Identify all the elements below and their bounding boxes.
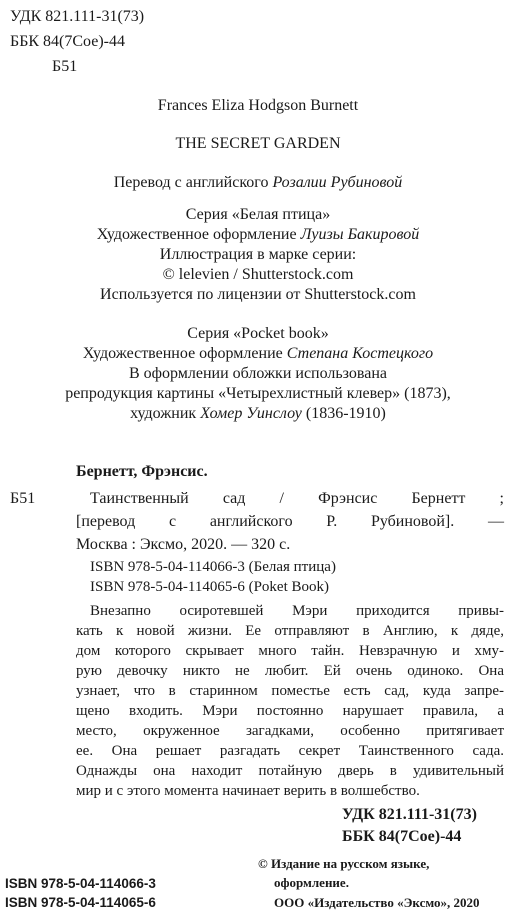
- annotation-line: узнает, что в старинном поместье есть сад, куда запре-: [76, 683, 504, 699]
- original-title: THE SECRET GARDEN: [175, 135, 341, 152]
- catalog-bbk-code: ББК 84(7Сое)-44: [342, 828, 462, 845]
- series1-design-prefix: Художественное оформление: [96, 226, 301, 243]
- cover-credit-line1: В оформлении обложки использована: [128, 365, 388, 382]
- footer-copyright-line3: ООО «Издательство «Эксмо», 2020: [274, 895, 480, 910]
- cover-artist-prefix: художник: [130, 405, 201, 422]
- cover-credit-line2: репродукция картины «Четырехлистный клевер» (1873),: [65, 385, 451, 402]
- annotation-line: Внезапно осиротевшей Мэри приходится привы-: [90, 603, 504, 619]
- annotation-line: ее. Она решает разгадать секрет Таинственного сада.: [76, 743, 504, 759]
- annotation-line: место, окруженное загадками, особенно притягивает: [76, 723, 504, 739]
- series2-design-prefix: Художественное оформление: [82, 345, 287, 362]
- series1-designer: Луизы Бакировой: [300, 226, 420, 243]
- series2-design-credit: [0, 343, 516, 364]
- annotation-line: рую девочку никто не любит. Ей очень одиноко. Она: [76, 663, 504, 679]
- catalog-author-mark: Б51: [10, 490, 36, 507]
- series2-name: Серия «Pocket book»: [187, 325, 329, 342]
- catalog-isbn1: ISBN 978-5-04-114066-3 (Белая птица): [90, 559, 336, 575]
- catalog-isbn2: ISBN 978-5-04-114065-6 (Poket Book): [90, 579, 330, 595]
- footer-copyright-line2: оформление.: [274, 875, 349, 890]
- series2-designer: Степана Костецкого: [286, 345, 434, 362]
- series1-design-credit: [0, 224, 516, 245]
- footer-isbn2: ISBN 978-5-04-114065-6: [5, 895, 156, 910]
- annotation-line: кать к новой жизни. Ее отправляют в Англию, к дяде,: [76, 623, 504, 639]
- series1-license: Используется по лицензии от Shutterstock.com: [100, 286, 416, 303]
- footer-copyright-line1: © Издание на русском языке,: [258, 856, 430, 871]
- author-mark-top: Б51: [52, 58, 78, 75]
- annotation-line: щено входить. Мэри постоянно нарушает правила, а: [76, 703, 504, 719]
- series1-copyright: © lelevien / Shutterstock.com: [162, 266, 354, 283]
- catalog-line-imprint: Москва : Эксмо, 2020. — 320 с.: [76, 536, 291, 553]
- translation-prefix: Перевод с английского: [113, 174, 273, 191]
- original-author: Frances Eliza Hodgson Burnett: [157, 97, 359, 114]
- catalog-author-heading: Бернетт, Фрэнсис.: [76, 463, 208, 480]
- translator-name: Розалии Рубиновой: [272, 174, 403, 191]
- udk-code-top: УДК 821.111-31(73): [10, 8, 145, 25]
- annotation-line: дом которого скрывает много тайн. Невзрачную и хму-: [76, 643, 504, 659]
- catalog-udk-code: УДК 821.111-31(73): [342, 806, 477, 823]
- cover-artist: Хомер Уинслоу: [200, 405, 302, 422]
- annotation-line: мир и с этого момента начинает верить в волшебство.: [76, 783, 420, 799]
- cover-artist-suffix: (1836-1910): [301, 405, 386, 422]
- footer-isbn1: ISBN 978-5-04-114066-3: [5, 876, 156, 891]
- cover-credit-line3: [0, 403, 516, 424]
- bbk-code-top: ББК 84(7Сое)-44: [10, 33, 125, 50]
- series1-illustration: Иллюстрация в марке серии:: [159, 246, 357, 263]
- catalog-line-translation: [перевод с английского Р. Рубиновой]. —: [76, 513, 504, 530]
- series1-name: Серия «Белая птица»: [185, 206, 331, 223]
- annotation-line: Однажды она находит потайную дверь в удивительный: [76, 763, 504, 779]
- translation-credit: [0, 172, 516, 193]
- catalog-line-title: Таинственный сад / Фрэнсис Бернетт ;: [90, 490, 504, 507]
